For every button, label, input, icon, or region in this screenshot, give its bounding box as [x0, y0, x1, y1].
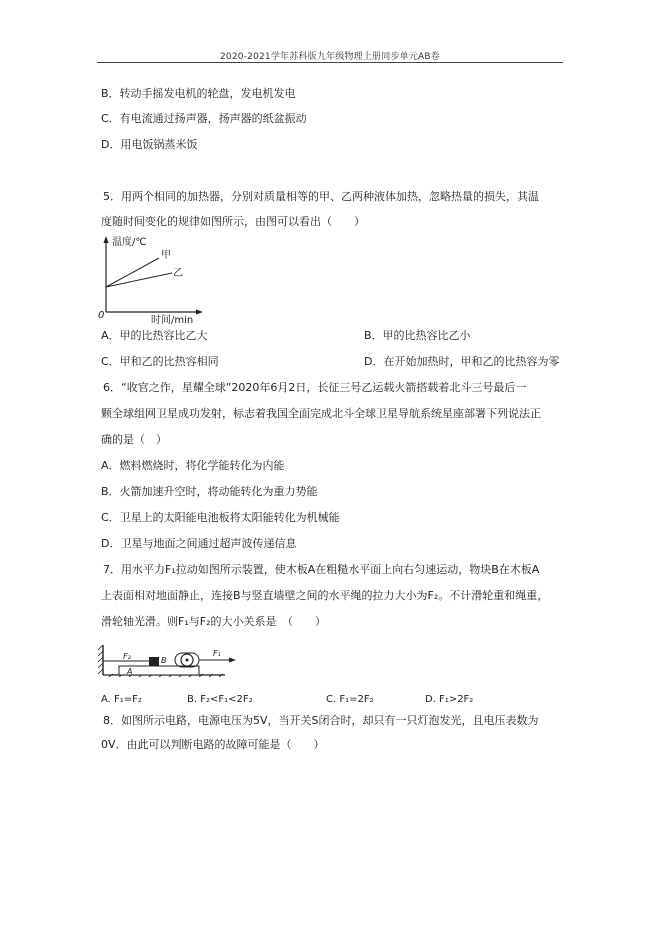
- graph-x-label: 时间/min: [151, 315, 194, 324]
- pulley-axle: [186, 659, 189, 662]
- q6-stem-line2: 颗全球组网卫星成功发射，标志着我国全面完成北斗全球卫星导航系统星座部署下列说法正: [101, 407, 541, 420]
- q6-option-c: C．卫星上的太阳能电池板将太阳能转化为机械能: [101, 511, 340, 524]
- q6-option-a: A．燃料燃烧时，将化学能转化为内能: [101, 459, 285, 472]
- q5-temperature-graph: [97, 232, 207, 324]
- block-b: [149, 657, 159, 666]
- label-f1: F₁: [213, 649, 221, 658]
- q5-option-b: B．甲的比热容比乙小: [364, 329, 471, 342]
- q5-option-a: A．甲的比热容比乙大: [101, 329, 208, 342]
- q6-option-d: D．卫星与地面之间通过超声波传递信息: [101, 537, 297, 550]
- x-axis-arrow-icon: [196, 310, 203, 315]
- graph-label-yi: 乙: [173, 268, 183, 279]
- q7-stem-line1: 7．用水平力F₁拉动如图所示装置，使木板A在粗糙水平面上向右匀速运动，物块B在木板A: [103, 563, 540, 576]
- q5-stem-line1: 5．用两个相同的加热器，分别对质量相等的甲、乙两种液体加热，忽略热量的损失，其温: [103, 190, 539, 203]
- q8-stem-line1: 8．如图所示电路，电源电压为5V，当开关S闭合时，却只有一只灯泡发光，且电压表数为: [103, 714, 539, 727]
- q6-stem-line3: 确的是（ ）: [101, 433, 167, 446]
- q7-option-a: A. F₁=F₂: [101, 694, 142, 705]
- q4-option-c: C．有电流通过扬声器，扬声器的纸盆振动: [101, 112, 307, 125]
- page-header: 2020-2021学年苏科版九年级物理上册同步单元AB卷: [220, 52, 440, 62]
- label-b: B: [161, 656, 167, 665]
- q4-option-d: D．用电饭锅蒸米饭: [101, 138, 198, 151]
- label-a: A: [127, 667, 133, 676]
- q7-option-d: D. F₁>2F₂: [425, 694, 474, 705]
- q5-stem-line2: 度随时间变化的规律如图所示，由图可以看出（ ）: [101, 215, 365, 228]
- label-f2: F₂: [123, 652, 131, 661]
- q7-pulley-figure: [97, 641, 243, 677]
- q7-option-c: C. F₁=2F₂: [326, 694, 374, 705]
- q7-stem-line3: 滑轮轴光滑。则F₁与F₂的大小关系是 （ ）: [101, 615, 326, 628]
- q5-option-d: D．在开始加热时，甲和乙的比热容为零: [364, 355, 560, 368]
- q6-option-b: B．火箭加速升空时，将动能转化为重力势能: [101, 485, 318, 498]
- graph-origin: 0: [98, 310, 105, 321]
- graph-label-jia: 甲: [161, 250, 171, 261]
- q6-stem-line1: 6．“收官之作，星耀全球”2020年6月2日，长征三号乙运载火箭搭载着北斗三号最后一: [103, 381, 527, 394]
- q8-stem-line2: 0V．由此可以判断电路的故障可能是（ ）: [101, 738, 325, 751]
- force-f1-arrow-icon: [229, 658, 236, 663]
- q7-option-b: B. F₂<F₁<2F₂: [187, 694, 253, 705]
- y-axis-arrow-icon: [104, 236, 109, 243]
- q4-option-b: B．转动手摇发电机的轮盘，发电机发电: [101, 87, 296, 100]
- wall-hatching: [98, 645, 103, 674]
- graph-line-jia: [106, 258, 159, 287]
- header-divider: [97, 62, 563, 63]
- q5-option-c: C．甲和乙的比热容相同: [101, 355, 219, 368]
- graph-line-yi: [106, 273, 172, 287]
- graph-y-label: 温度/℃: [112, 237, 147, 248]
- q7-stem-line2: 上表面相对地面静止，连接B与竖直墙壁之间的水平绳的拉力大小为F₂。不计滑轮重和绳重，: [101, 589, 549, 602]
